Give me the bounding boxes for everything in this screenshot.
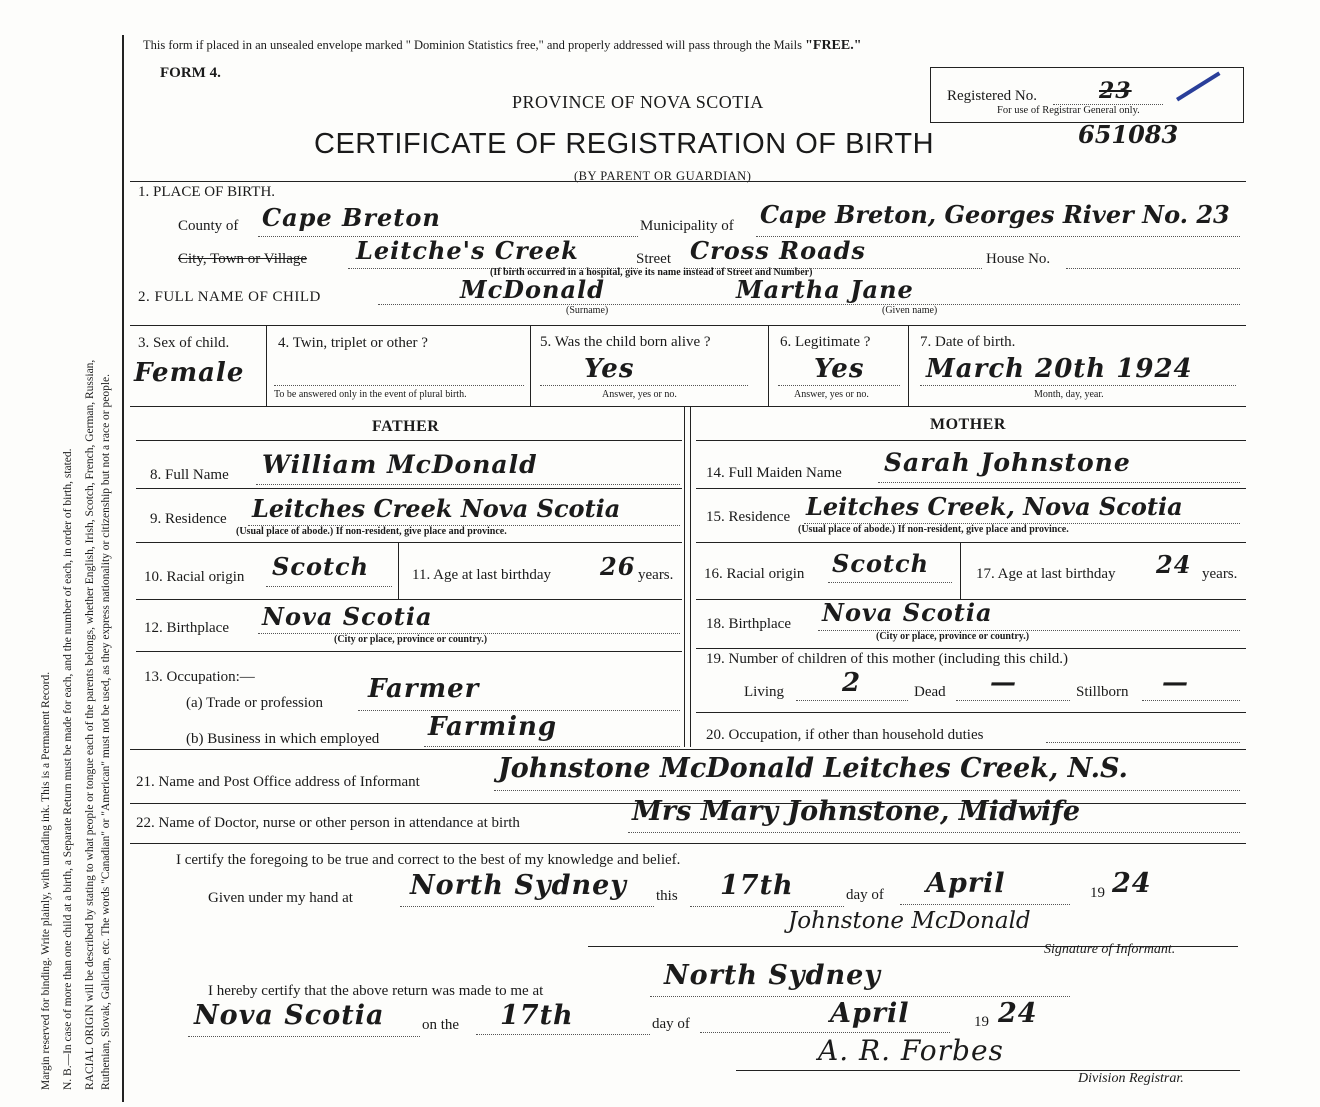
day-of-label: day of xyxy=(846,887,884,903)
informant-label: 21. Name and Post Office address of Informant xyxy=(136,774,420,790)
born-alive-value: Yes xyxy=(584,354,635,384)
registrar-place-value: North Sydney xyxy=(664,960,881,991)
mother-age-years: years. xyxy=(1202,566,1238,582)
father-birthplace-note: (City or place, province or country.) xyxy=(334,634,488,645)
father-age-label: 11. Age at last birthday xyxy=(412,567,551,583)
division-registrar-label: Division Registrar. xyxy=(1078,1071,1184,1086)
mail-notice: This form if placed in an unsealed envelope marked " Dominion Statistics free," and properly addressed will pass through the Mails "FREE." xyxy=(143,38,862,53)
date-of-birth-label: 7. Date of birth. xyxy=(920,334,1016,350)
mother-residence-label: 15. Residence xyxy=(706,509,791,525)
stillborn-value: — xyxy=(1162,668,1189,698)
father-birthplace-value: Nova Scotia xyxy=(262,602,433,631)
trade-value: Farmer xyxy=(368,674,480,704)
occupation-label: 13. Occupation:— xyxy=(144,669,255,685)
mother-age-value: 24 xyxy=(1156,550,1192,579)
father-name-value: William McDonald xyxy=(262,450,538,479)
given-year-prefix: 19 xyxy=(1090,885,1105,901)
sex-label: 3. Sex of child. xyxy=(138,335,230,351)
stillborn-label: Stillborn xyxy=(1076,684,1129,700)
legitimate-note: Answer, yes or no. xyxy=(794,389,869,400)
registered-number-value: 23 xyxy=(1099,78,1132,104)
margin-note-racial-origin: RACIAL ORIGIN will be described by stating to what people or tongue each of the parents belongs, whether English, Irish, Scotch, French, German, Russian, xyxy=(84,359,96,1090)
mother-name-label: 14. Full Maiden Name xyxy=(706,465,842,481)
mother-name-value: Sarah Johnstone xyxy=(884,448,1131,477)
father-age-value: 26 xyxy=(600,552,636,581)
mother-residence-value: Leitches Creek, Nova Scotia xyxy=(806,492,1183,521)
village-value: Leitche's Creek xyxy=(356,236,579,265)
blue-pencil-mark xyxy=(1176,72,1221,102)
father-racial-origin-label: 10. Racial origin xyxy=(144,569,245,585)
dead-value: — xyxy=(990,668,1017,698)
city-town-village-label: City, Town or Village xyxy=(178,251,308,267)
serial-number: 651083 xyxy=(1078,120,1179,149)
place-of-birth-label: 1. PLACE OF BIRTH. xyxy=(138,184,276,200)
surname-note: (Surname) xyxy=(566,305,609,316)
mother-racial-origin-label: 16. Racial origin xyxy=(704,566,805,582)
margin-note-binding: Margin reserved for binding. Write plainly, with unfading ink. This is a Permanent Record. xyxy=(40,671,52,1090)
father-age-years: years. xyxy=(638,567,674,583)
given-month-value: April xyxy=(926,868,1006,899)
registrar-day-of-label: day of xyxy=(652,1016,690,1032)
certificate-title: CERTIFICATE OF REGISTRATION OF BIRTH xyxy=(314,128,935,160)
father-name-label: 8. Full Name xyxy=(150,467,229,483)
father-heading: FATHER xyxy=(372,418,440,435)
informant-signature-label: Signature of Informant. xyxy=(1044,942,1176,957)
registrar-year-value: 24 xyxy=(998,998,1038,1029)
on-the-label: on the xyxy=(422,1017,460,1033)
municipality-label: Municipality of xyxy=(640,218,734,234)
informant-signature: Johnstone McDonald xyxy=(788,908,1031,934)
legitimate-value: Yes xyxy=(814,354,865,384)
hospital-note: (If birth occurred in a hospital, give its name instead of Street and Number) xyxy=(490,267,813,278)
business-value: Farming xyxy=(428,712,558,742)
house-number-label: House No. xyxy=(986,251,1051,267)
mother-residence-note: (Usual place of abode.) If non-resident, give place and province. xyxy=(798,524,1069,535)
form-number: FORM 4. xyxy=(160,65,221,81)
informant-value: Johnstone McDonald Leitches Creek, N.S. xyxy=(498,753,1128,784)
mother-birthplace-label: 18. Birthplace xyxy=(706,616,791,632)
mother-birthplace-note: (City or place, province or country.) xyxy=(876,631,1030,642)
registered-number-label: Registered No. xyxy=(947,88,1037,104)
father-residence-value: Leitches Creek Nova Scotia xyxy=(252,494,621,523)
certificate-subtitle: (BY PARENT OR GUARDIAN) xyxy=(574,169,752,183)
mother-occupation-label: 20. Occupation, if other than household duties xyxy=(706,727,984,743)
business-label: (b) Business in which employed xyxy=(186,731,380,747)
given-under-hand-label: Given under my hand at xyxy=(208,890,353,906)
father-birthplace-label: 12. Birthplace xyxy=(144,620,229,636)
street-value: Cross Roads xyxy=(690,236,866,265)
binding-margin xyxy=(0,0,125,1107)
given-day-value: 17th xyxy=(720,870,794,901)
child-surname: McDonald xyxy=(460,275,605,304)
mother-birthplace-value: Nova Scotia xyxy=(822,598,993,627)
certify-statement: I certify the foregoing to be true and correct to the best of my knowledge and belief. xyxy=(176,852,681,868)
living-value: 2 xyxy=(842,668,862,698)
municipality-value: Cape Breton, Georges River No. 23 xyxy=(760,200,1230,229)
this-label: this xyxy=(656,888,678,904)
living-label: Living xyxy=(744,684,784,700)
child-name-label: 2. FULL NAME OF CHILD xyxy=(138,289,321,305)
margin-rule xyxy=(122,35,124,1102)
registrar-province-value: Nova Scotia xyxy=(194,1000,385,1031)
legitimate-label: 6. Legitimate ? xyxy=(780,334,871,350)
sex-value: Female xyxy=(134,358,245,388)
registrar-statement: I hereby certify that the above return was made to me at xyxy=(208,983,544,999)
registrar-year-prefix: 19 xyxy=(974,1014,989,1030)
registrar-month-value: April xyxy=(830,998,910,1029)
father-racial-origin-value: Scotch xyxy=(272,552,370,581)
margin-note-multiple-births: N. B.—In case of more than one child at a birth, a Separate Return must be made for each, and the number of each, in order of birth, stated. xyxy=(62,448,74,1090)
mother-age-label: 17. Age at last birthday xyxy=(976,566,1116,582)
born-alive-note: Answer, yes or no. xyxy=(602,389,677,400)
registrar-signature: A. R. Forbes xyxy=(818,1034,1004,1067)
given-year-value: 24 xyxy=(1112,868,1152,899)
twin-label: 4. Twin, triplet or other ? xyxy=(278,335,428,351)
twin-note: To be answered only in the event of plural birth. xyxy=(274,389,467,400)
street-label: Street xyxy=(636,251,671,267)
trade-label: (a) Trade or profession xyxy=(186,695,324,711)
province-heading: PROVINCE OF NOVA SCOTIA xyxy=(512,92,764,112)
doctor-label: 22. Name of Doctor, nurse or other person in attendance at birth xyxy=(136,815,520,831)
registrar-general-note: For use of Registrar General only. xyxy=(997,105,1140,116)
registered-number-box xyxy=(930,67,1244,123)
dead-label: Dead xyxy=(914,684,946,700)
registrar-day-value: 17th xyxy=(500,1000,574,1031)
child-given-name: Martha Jane xyxy=(736,275,914,304)
margin-note-racial-origin-cont: Ruthenian, Slovak, Galician, etc. The words "Canadian" or "American" must not be used, as they express nationality or citizenship but not a race or people. xyxy=(100,373,112,1090)
given-name-note: (Given name) xyxy=(882,305,938,316)
county-label: County of xyxy=(178,218,239,234)
mother-heading: MOTHER xyxy=(930,416,1006,433)
date-of-birth-note: Month, day, year. xyxy=(1034,389,1104,400)
doctor-value: Mrs Mary Johnstone, Midwife xyxy=(632,796,1081,827)
mother-racial-origin-value: Scotch xyxy=(832,549,930,578)
date-of-birth-value: March 20th 1924 xyxy=(926,354,1193,384)
children-count-label: 19. Number of children of this mother (including this child.) xyxy=(706,651,1069,667)
born-alive-label: 5. Was the child born alive ? xyxy=(540,334,711,350)
father-residence-note: (Usual place of abode.) If non-resident, give place and province. xyxy=(236,526,507,537)
given-place-value: North Sydney xyxy=(410,870,627,901)
father-residence-label: 9. Residence xyxy=(150,511,227,527)
county-value: Cape Breton xyxy=(262,203,441,232)
